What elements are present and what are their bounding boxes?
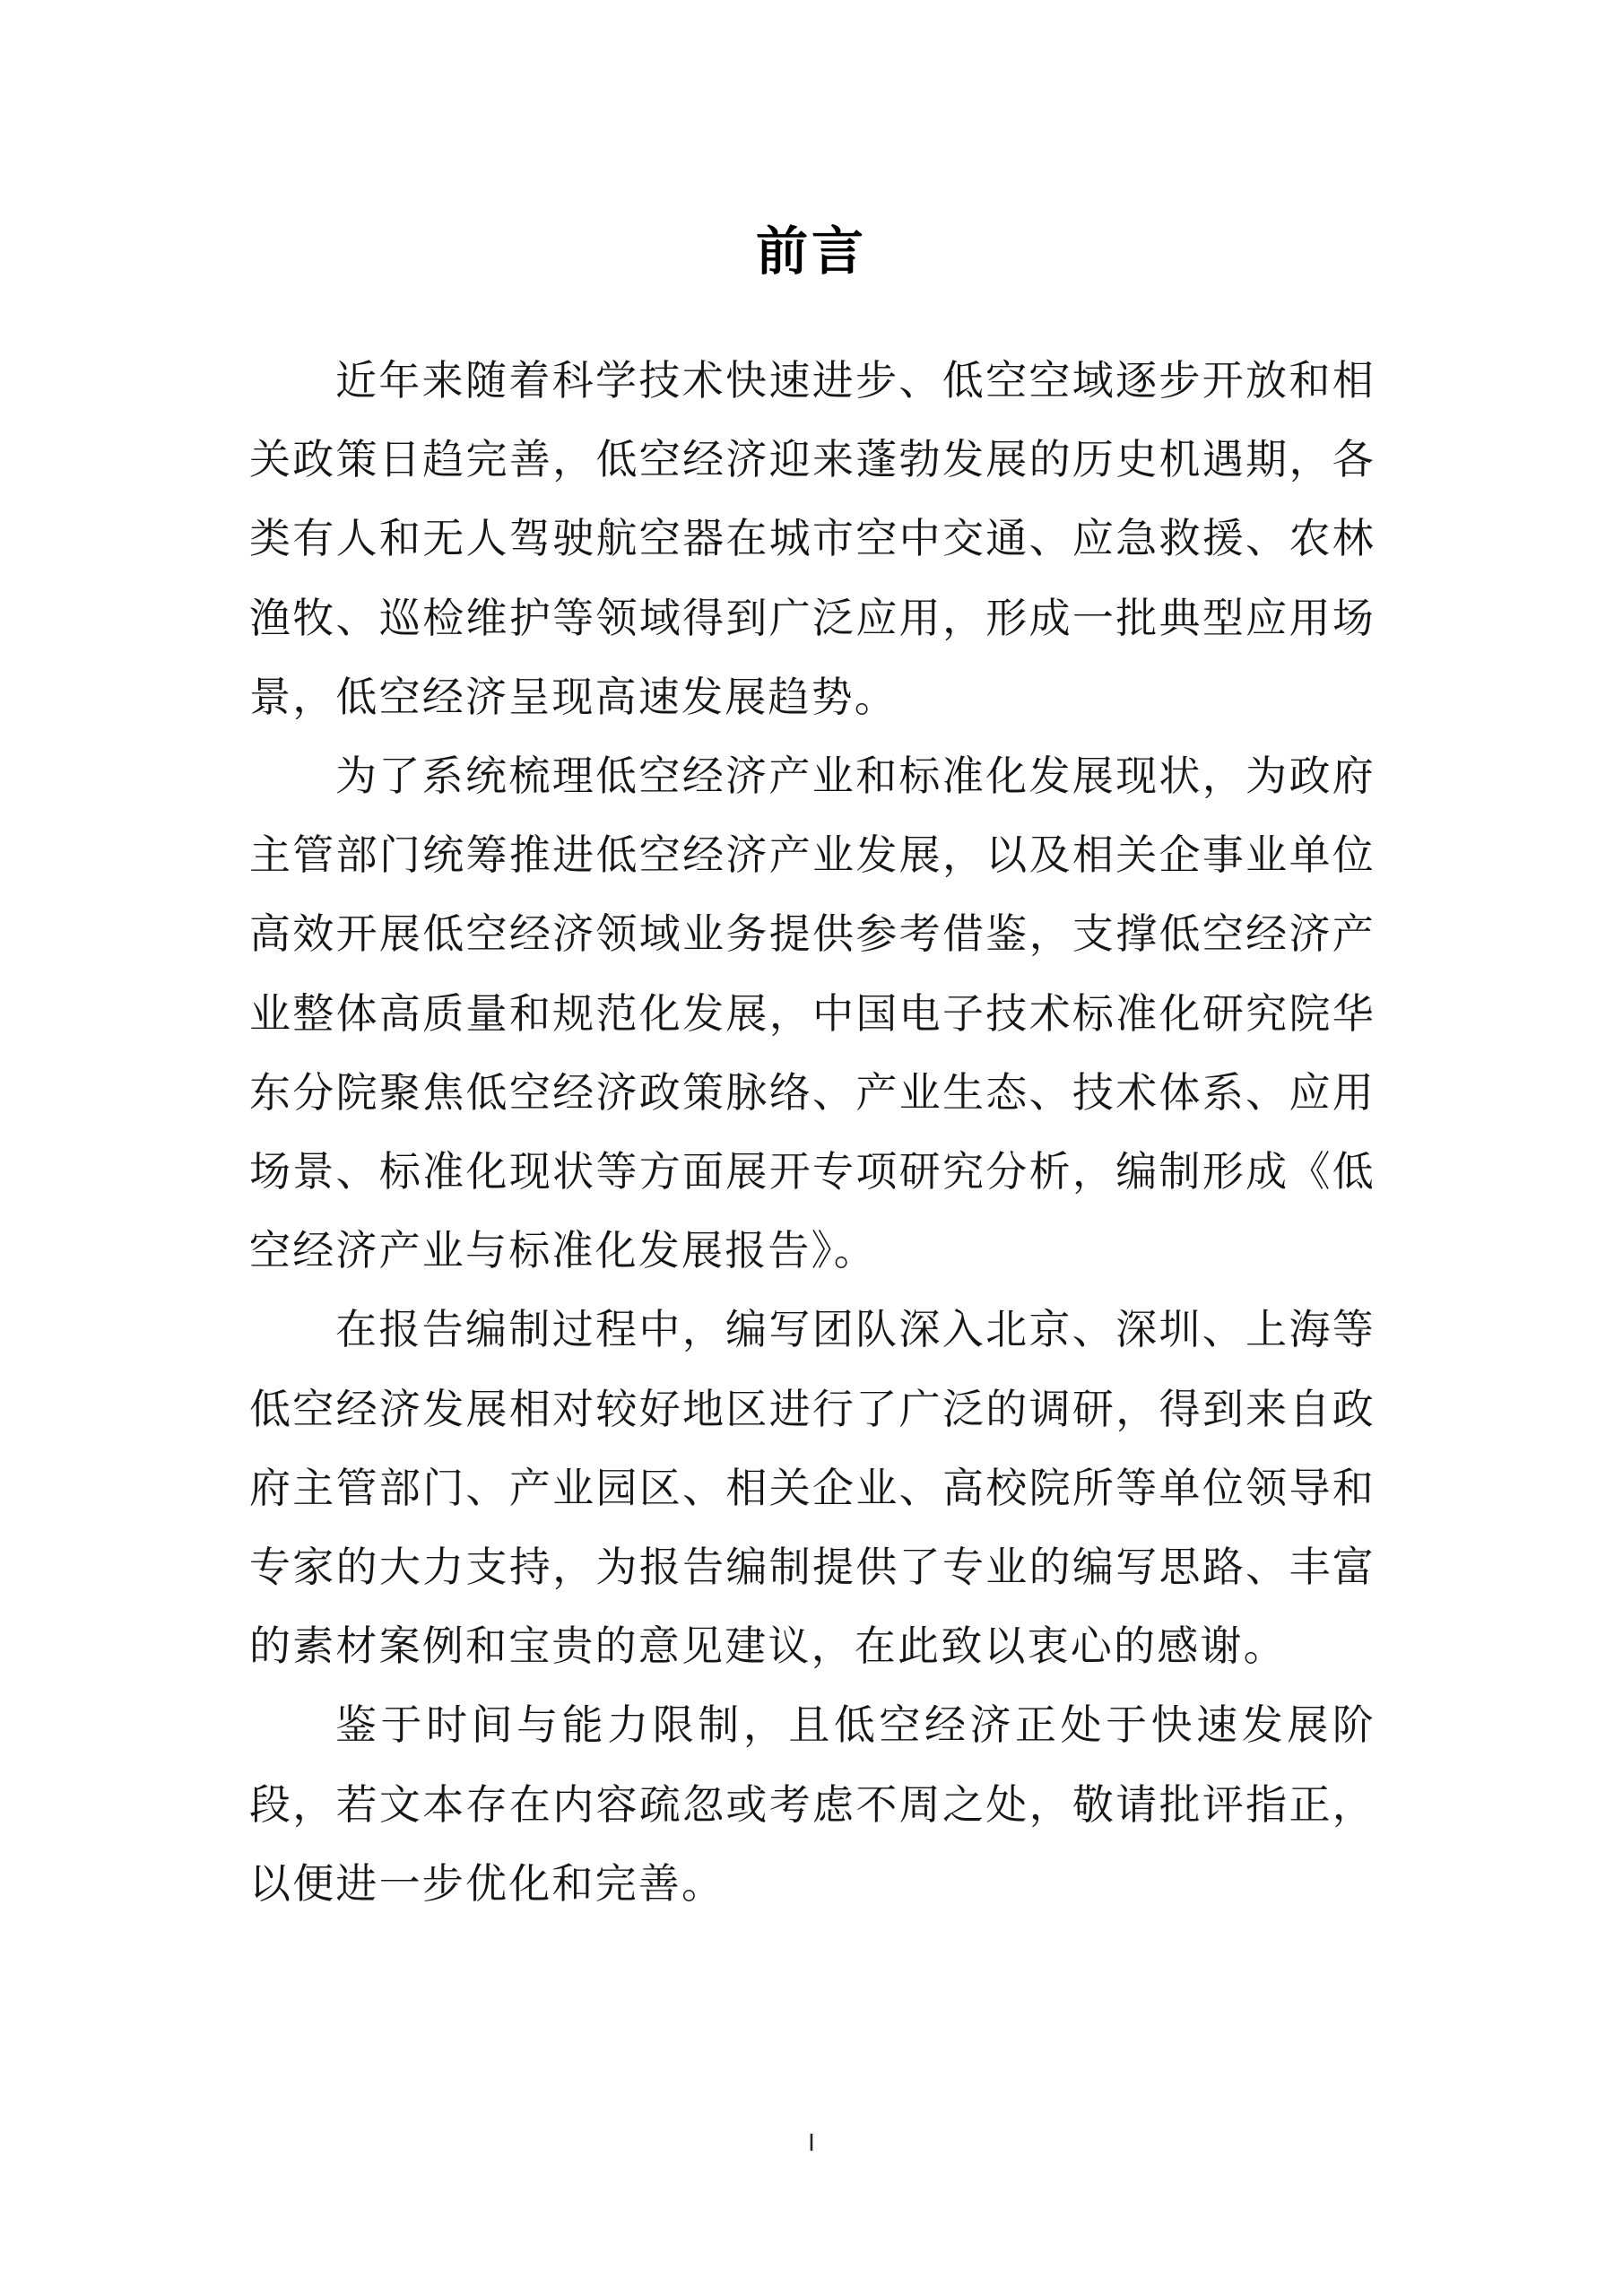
- page-title: 前言: [755, 221, 867, 282]
- paragraph-2: 为了系统梳理低空经济产业和标准化发展现状，为政府主管部门统筹推进低空经济产业发展，以及相关企事业单位高效开展低空经济领域业务提供参考借鉴，支撑低空经济产业整体高质量和规范化发展，中国电子技术标准化研究院华东分院聚焦低空经济政策脉络、产业生态、技术体系、应用场景、标准化现状等方面展开专项研究分析，编制形成《低空经济产业与标准化发展报告》。: [249, 752, 1376, 1275]
- page-number: I: [808, 2130, 815, 2157]
- paragraph-1: 近年来随着科学技术快速进步、低空空域逐步开放和相关政策日趋完善，低空经济迎来蓬勃发展的历史机遇期，各类有人和无人驾驶航空器在城市空中交通、应急救援、农林渔牧、巡检维护等领域得到广泛应用，形成一批典型应用场景，低空经济呈现高速发展趋势。: [249, 356, 1376, 721]
- preface-body: [249, 341, 1376, 1923]
- paragraph-4: 鉴于时间与能力限制，且低空经济正处于快速发展阶段，若文本存在内容疏忽或考虑不周之处，敬请批评指正，以便进一步优化和完善。: [249, 1700, 1376, 1908]
- paragraph-3: 在报告编制过程中，编写团队深入北京、深圳、上海等低空经济发展相对较好地区进行了广泛的调研，得到来自政府主管部门、产业园区、相关企业、高校院所等单位领导和专家的大力支持，为报告编制提供了专业的编写思路、丰富的素材案例和宝贵的意见建议，在此致以衷心的感谢。: [249, 1305, 1376, 1671]
